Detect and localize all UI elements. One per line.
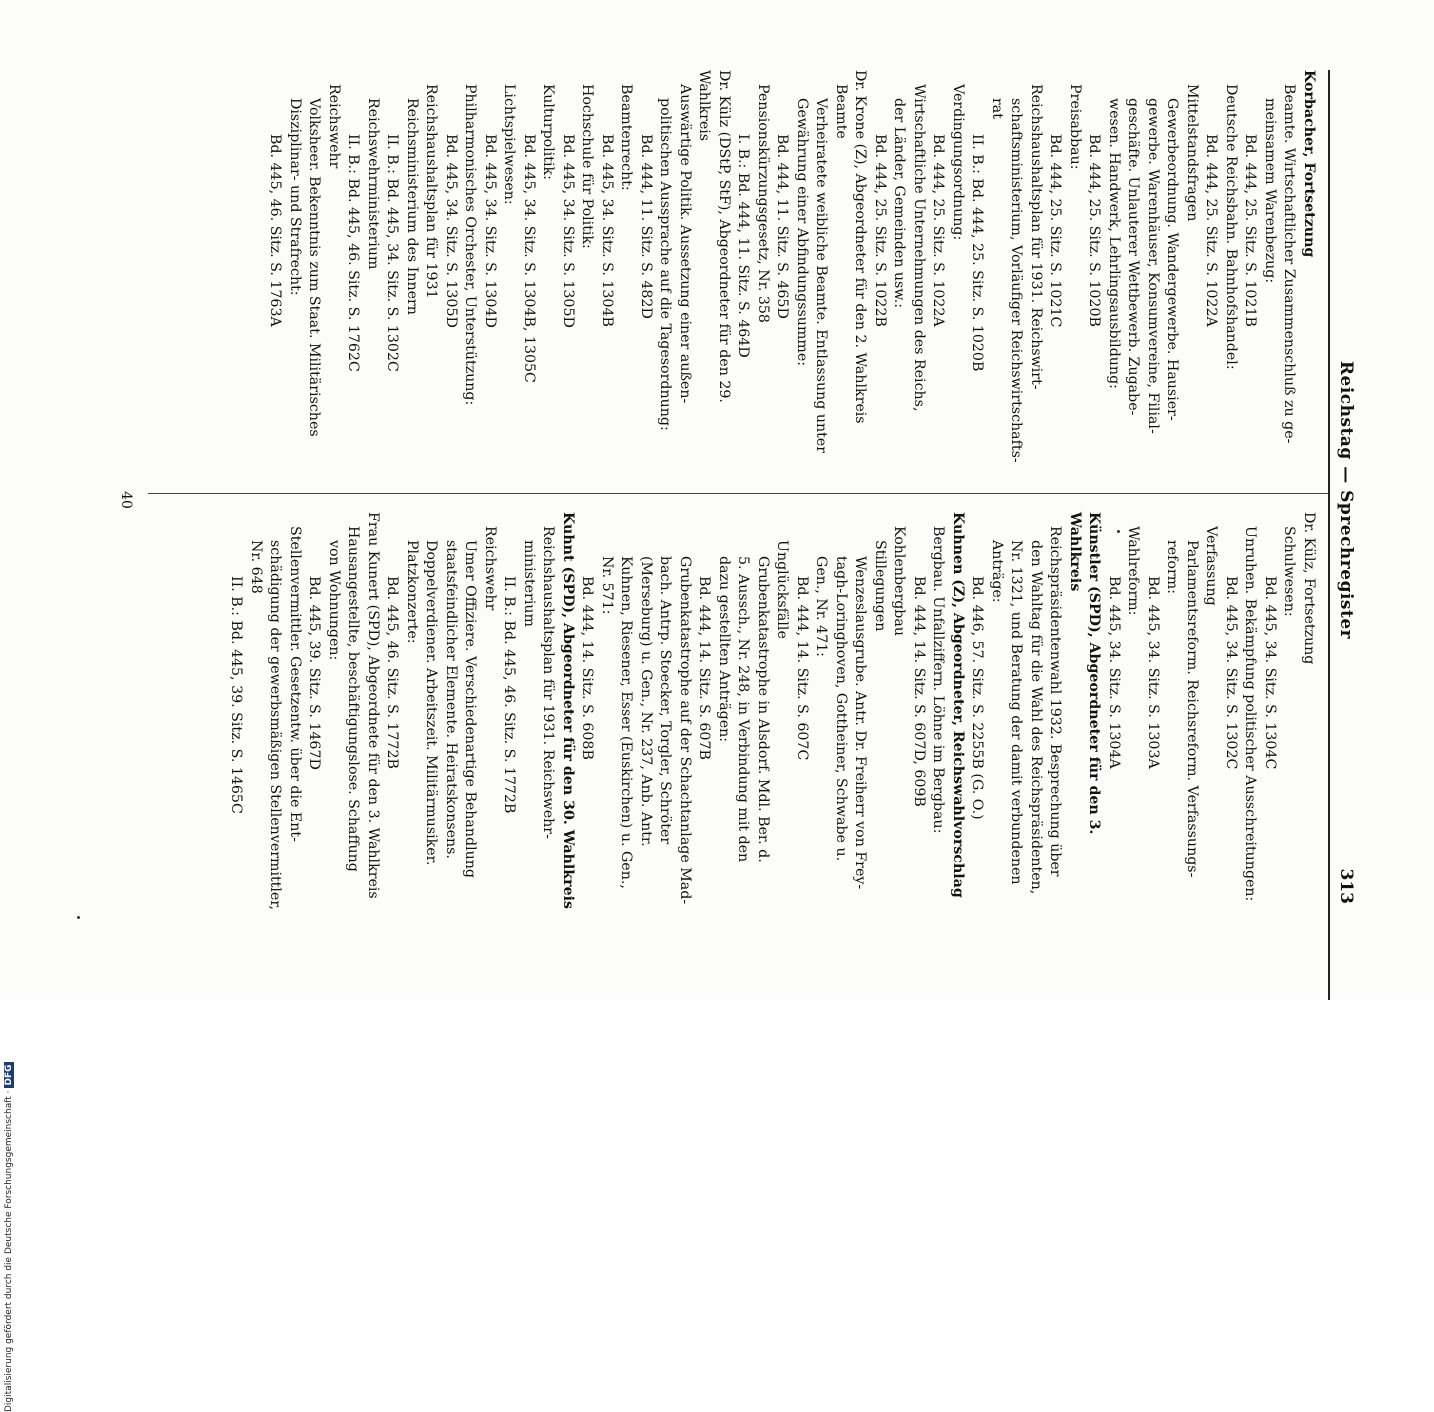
register-entry: Volksheer. Bekenntnis zum Staat. Militärisches <box>304 70 324 475</box>
page-reference: Bd. 445, 39. Sitz. S. 1467D <box>304 512 324 917</box>
register-entry: Disziplinar- und Strafrecht: <box>285 70 305 475</box>
page-reference: II. B.: Bd. 445, 39. Sitz. S. 1465C <box>226 512 246 917</box>
register-entry: Verdingungsordnung: <box>948 70 968 475</box>
register-entry: Dr. Külz (DStP, StF), Abgeordneter für den 29. Wahlkreis <box>694 70 733 475</box>
register-entry: Lichtspielwesen: <box>499 70 519 475</box>
register-entry: Nr. 1321, und Beratung der damit verbundenen <box>1006 512 1026 917</box>
register-entry: Hausangestellte, beschäftigungslose. Schaffung <box>343 512 363 917</box>
register-entry: Reichswehr <box>324 70 344 475</box>
dfg-logo: DFG <box>4 1063 14 1088</box>
page-reference: Bd. 444, 25. Sitz. S. 1020B <box>1084 70 1104 475</box>
register-entry: Dr. Külz, Fortsetzung <box>1299 512 1319 917</box>
register-entry: der Länder, Gemeinden usw.: <box>889 70 909 475</box>
register-entry: Preisabbau: <box>1065 70 1085 475</box>
page-reference: Bd. 445, 34. Sitz. S. 1305D <box>441 70 461 475</box>
register-entry: den Wahltag für die Wahl des Reichspräsidenten, <box>1026 512 1046 917</box>
register-entry: ministerium <box>519 512 539 917</box>
register-entry: Reichswehr <box>480 512 500 917</box>
register-entry: Künstler (SPD), Abgeordneter für den 3. Wahlkreis <box>1065 512 1104 917</box>
page-reference: Bd. 444, 11. Sitz. S. 465D <box>772 70 792 475</box>
page-reference: Bd. 445, 34. Sitz. S. 1302C <box>1221 512 1241 917</box>
page-reference: Bd. 446, 57. Sitz. S. 2255B (G. O.) <box>967 512 987 917</box>
register-entry: Deutsche Reichsbahn. Bahnhofshandel: <box>1221 70 1241 475</box>
register-entry: Anträge: <box>987 512 1007 917</box>
left-column <box>265 70 1318 475</box>
register-entry: Beamte <box>831 70 851 475</box>
register-entry: Grubenkatastrophe auf der Schachtanlage Mad- <box>675 512 695 917</box>
scan-speck <box>1117 530 1120 533</box>
register-entry: reform: <box>1162 512 1182 917</box>
register-entry: Reichspräsidentenwahl 1932. Besprechung über <box>1045 512 1065 917</box>
register-entry: Frau Kunert (SPD), Abgeordnete für den 3. Wahlkreis <box>363 512 383 917</box>
register-entry: Stillegungen <box>870 512 890 917</box>
register-entry: rat <box>987 70 1007 475</box>
page-number: 313 <box>1336 869 1356 905</box>
page-reference: Bd. 445, 34. Sitz. S. 1304D <box>480 70 500 475</box>
register-entry: schädigung der gewerbsmäßigen Stellenvermittler, <box>265 512 285 917</box>
register-entry: Kohlenbergbau <box>889 512 909 917</box>
register-entry: tagh-Loringhoven, Gottheiner, Schwabe u. <box>831 512 851 917</box>
register-entry: Gen., Nr. 471: <box>811 512 831 917</box>
register-entry: Wenzeslausgrube. Antr. Dr. Freiherr von Frey- <box>850 512 870 917</box>
page-reference: Bd. 444, 14. Sitz. S. 607C <box>792 512 812 917</box>
register-entry: wesen. Handwerk, Lehrlingsausbildung: <box>1104 70 1124 475</box>
register-entry: Reichshaushaltsplan für 1931 <box>421 70 441 475</box>
register-entry: Philharmonisches Orchester, Unterstützung: <box>460 70 480 475</box>
running-title: Reichstag — Sprechregister <box>1336 0 1356 1000</box>
register-entry: (Merseburg) u. Gen., Nr. 237, Anb. Antr. <box>636 512 656 917</box>
page-reference: II. B.: Bd. 445, 34. Sitz. S. 1302C <box>382 70 402 475</box>
register-entry: Kuhnen, Riesener, Esser (Euskirchen) u. Gen., <box>616 512 636 917</box>
page-reference: I. B.: Bd. 444, 11. Sitz. S. 464D <box>733 70 753 475</box>
register-entry: Reichsministerium des Innern <box>402 70 422 475</box>
page-reference: Bd. 445, 34. Sitz. S. 1304B, 1305C <box>519 70 539 475</box>
page-reference: Bd. 444, 14. Sitz. S. 608B <box>577 512 597 917</box>
page-reference: Bd. 445, 34. Sitz. S. 1305D <box>558 70 578 475</box>
register-entry: Schulwesen: <box>1279 512 1299 917</box>
register-entry: Bergbau. Unfallziffern. Löhne im Bergbau: <box>928 512 948 917</box>
register-entry: Wirtschaftliche Unternehmungen des Reichs, <box>909 70 929 475</box>
register-entry: schaftsministerium, Vorläufiger Reichswirtschafts- <box>1006 70 1026 475</box>
register-entry: Grubenkatastrophe in Alsdorf. Mdl. Ber. d. <box>753 512 773 917</box>
header-rule <box>1328 70 1330 1000</box>
register-entry: Wahlreform: <box>1123 512 1143 917</box>
digitization-note <box>4 1063 14 1412</box>
scan-speck <box>77 916 80 919</box>
register-entry: Verfassung <box>1201 512 1221 917</box>
register-entry: Gewerbeordnung. Wandergewerbe. Hausier- <box>1162 70 1182 475</box>
page-reference: Bd. 444, 14. Sitz. S. 607B <box>694 512 714 917</box>
register-entry: Beamtenrecht: <box>616 70 636 475</box>
register-entry: Reichswehrministerium <box>363 70 383 475</box>
register-entry: Parlamentsreform. Reichsreform. Verfassungs- <box>1182 512 1202 917</box>
page-reference: Bd. 445, 34. Sitz. S. 1303A <box>1143 512 1163 917</box>
register-entry: gewerbe. Warenhäuser, Konsumvereine, Filial- <box>1143 70 1163 475</box>
register-entry: Nr. 648 <box>246 512 266 917</box>
register-entry: Verheiratete weibliche Beamte. Entlassung unter <box>811 70 831 475</box>
page-reference: Bd. 445, 46. Sitz. S. 1772B <box>382 512 402 917</box>
page-reference: Bd. 444, 25. Sitz. S. 1022A <box>928 70 948 475</box>
register-entry: Hochschule für Politik: <box>577 70 597 475</box>
register-entry: bach. Antrp. Stoecker, Torgler, Schröter <box>655 512 675 917</box>
register-entry: Reichshaushaltsplan für 1931. Reichswirt- <box>1026 70 1046 475</box>
register-entry: Kulturpolitik: <box>538 70 558 475</box>
footer-page-number: 40 <box>118 0 134 1000</box>
register-entry: Korbacher, Fortsetzung <box>1299 70 1319 475</box>
register-entry: Unglücksfälle <box>772 512 792 917</box>
page-reference: II. B.: Bd. 445, 46. Sitz. S. 1762C <box>343 70 363 475</box>
register-entry: dazu gestellten Anträgen: <box>714 512 734 917</box>
register-entry: Beamte. Wirtschaftlicher Zusammenschluß zu ge- <box>1279 70 1299 475</box>
page-reference: Bd. 445, 34. Sitz. S. 1304B <box>597 70 617 475</box>
register-entry: staatsfeindlicher Elemente. Heiratskonsens. <box>441 512 461 917</box>
register-entry: Pensionskürzungsgesetz, Nr. 358 <box>753 70 773 475</box>
page-reference: II. B.: Bd. 445, 46. Sitz. S. 1772B <box>499 512 519 917</box>
page-reference: Bd. 445, 46. Sitz. S. 1763A <box>265 70 285 475</box>
register-entry: Reichshaushaltsplan für 1931. Reichswehr- <box>538 512 558 917</box>
register-entry: Unruhen. Bekämpfung politischer Ausschreitungen: <box>1240 512 1260 917</box>
right-column <box>226 512 1318 917</box>
page-reference: Bd. 444, 25. Sitz. S. 1021B <box>1240 70 1260 475</box>
page-reference: Bd. 444, 11. Sitz. S. 482D <box>636 70 656 475</box>
page-reference: Bd. 445, 34. Sitz. S. 1304C <box>1260 512 1280 917</box>
page-reference: Bd. 444, 25. Sitz. S. 1022A <box>1201 70 1221 475</box>
register-entry: Gewährung einer Abfindungssumme: <box>792 70 812 475</box>
column-divider <box>148 493 1328 494</box>
register-entry: Doppelverdiener. Arbeitszeit. Militärmusiker. <box>421 512 441 917</box>
register-entry: Platzkonzerte: <box>402 512 422 917</box>
register-entry: Umer Offiziere. Verschiedenartige Behandlung <box>460 512 480 917</box>
register-entry: meinsamem Warenbezug: <box>1260 70 1280 475</box>
register-entry: 5. Aussch., Nr. 248, in Verbindung mit den <box>733 512 753 917</box>
register-entry: Stellenvermittler. Gesetzentw. über die Ent- <box>285 512 305 917</box>
register-entry: Mittelstandsfragen <box>1182 70 1202 475</box>
page-reference: Bd. 444, 14. Sitz. S. 607D, 609B <box>909 512 929 917</box>
page-reference: Bd. 444, 25. Sitz. S. 1021C <box>1045 70 1065 475</box>
register-entry: geschäfte. Unlauterer Wettbewerb. Zugabe- <box>1123 70 1143 475</box>
register-entry: Kuhnen (Z), Abgeordneter, Reichswahlvorschlag <box>948 512 968 917</box>
register-entry: von Wohnungen: <box>324 512 344 917</box>
register-entry: Auswärtige Politik. Aussetzung einer außen- <box>675 70 695 475</box>
register-entry: Nr. 571: <box>597 512 617 917</box>
digitization-text: Digitalisierung gefördert durch die Deutsche Forschungsgemeinschaft · <box>4 1091 14 1412</box>
page-reference: Bd. 444, 25. Sitz. S. 1022B <box>870 70 890 475</box>
register-entry: Kuhnt (SPD), Abgeordneter für den 30. Wahlkreis <box>558 512 578 917</box>
page-reference: Bd. 445, 34. Sitz. S. 1304A <box>1104 512 1124 917</box>
register-entry: politischen Aussprache auf die Tagesordnung: <box>655 70 675 475</box>
register-entry: Dr. Krone (Z), Abgeordneter für den 2. Wahlkreis <box>850 70 870 475</box>
page-reference: II. B.: Bd. 444, 25. Sitz. S. 1020B <box>967 70 987 475</box>
